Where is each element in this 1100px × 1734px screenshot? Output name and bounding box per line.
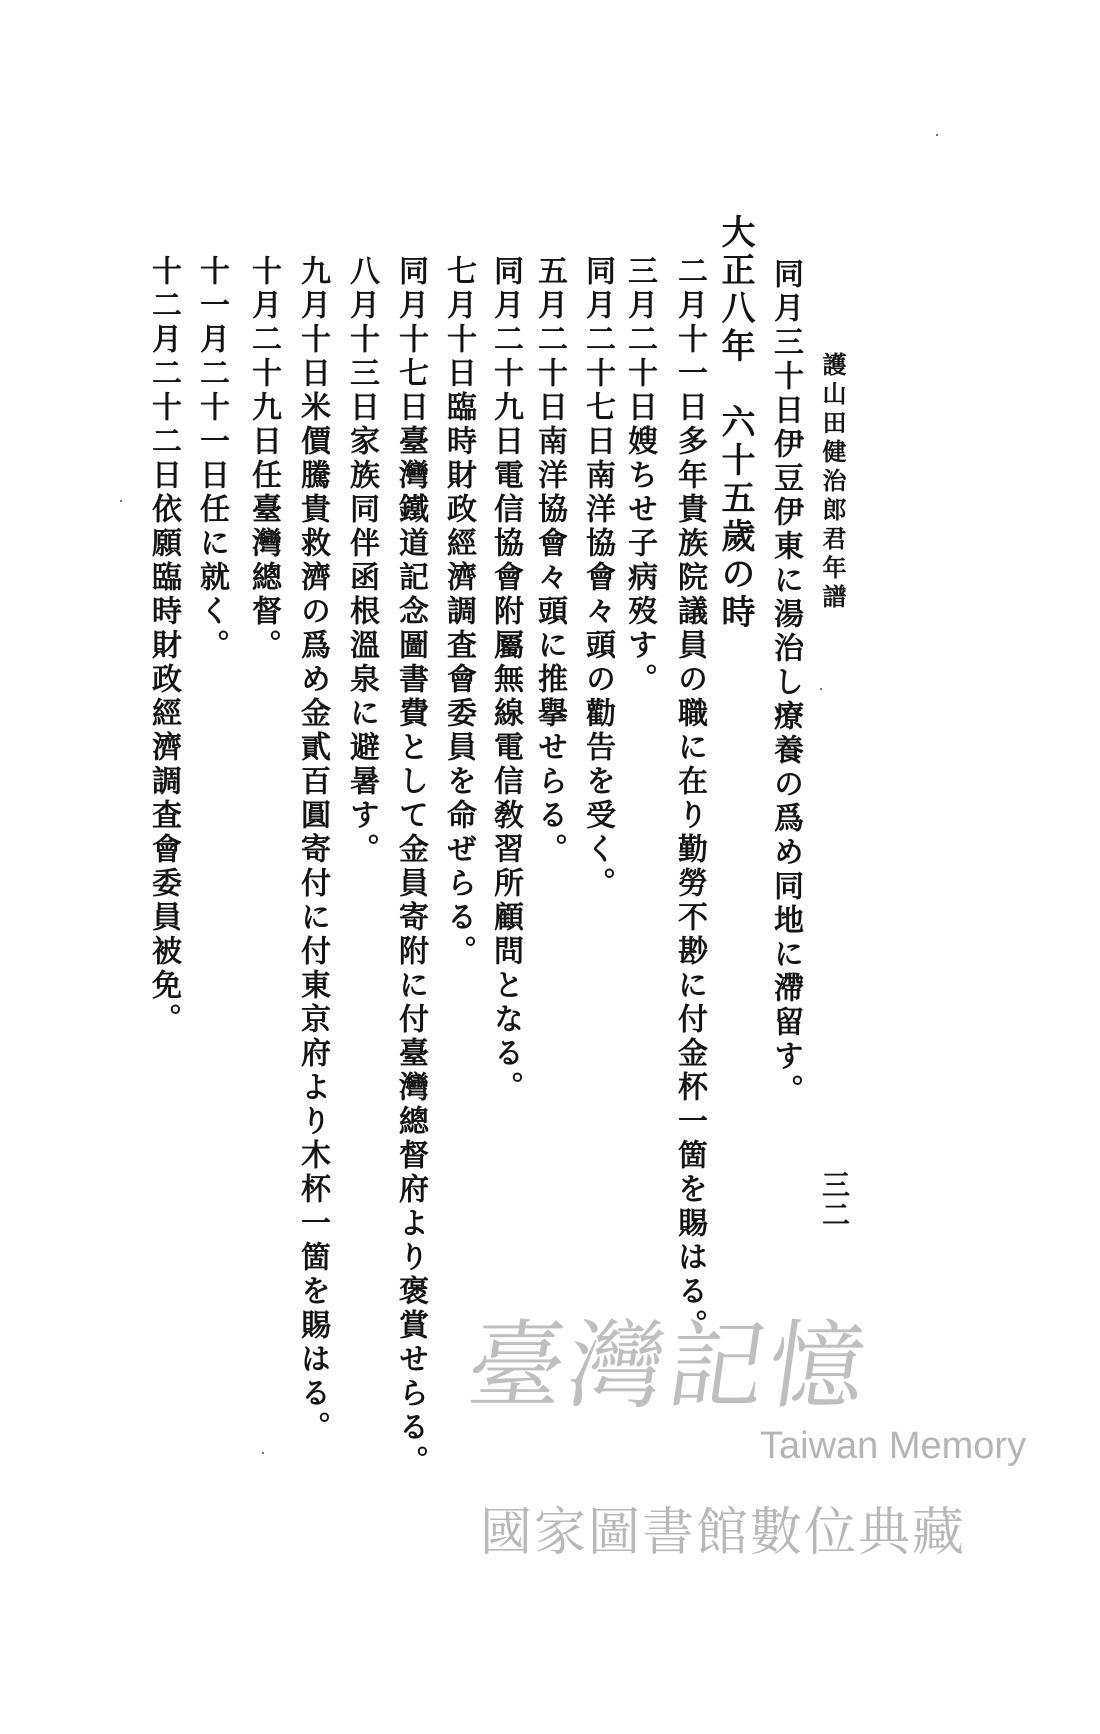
watermark-calligraphy: 臺灣記憶: [461, 1310, 877, 1422]
entry-line: 同月十七日臺灣鐵道記念圖書費として金員寄附に付臺灣總督府より褒賞せらる。: [393, 255, 428, 1479]
watermark: [461, 1290, 1030, 1610]
scan-speck: [936, 134, 938, 136]
year-heading: 大正八年 六十五歲の時: [715, 214, 755, 632]
page-number: 三二: [818, 1170, 851, 1230]
entry-line: 十二月二十二日依願臨時財政經濟調査會委員被免。: [146, 255, 181, 1037]
entry-line: 五月二十日南洋協會々頭に推擧せらる。: [532, 255, 567, 867]
running-title: 護山田健治郎君年譜: [818, 352, 847, 613]
watermark-english: Taiwan Memory: [760, 1425, 1027, 1467]
entry-line: 同月三十日伊豆伊東に湯治し療養の爲め同地に滯留す。: [768, 258, 803, 1108]
entry-line: 三月二十日嫂ちせ子病歿す。: [622, 255, 657, 697]
entry-line: 二月十一日多年貴族院議員の職に在り勤勞不尠に付金杯一箇を賜はる。: [672, 255, 707, 1343]
entry-line: 同月二十九日電信協會附屬無線電信敎習所顧問となる。: [488, 255, 523, 1105]
watermark-chinese: 國家圖書館數位典藏: [480, 1503, 967, 1563]
entry-line: 七月十日臨時財政經濟調査會委員を命ぜらる。: [441, 255, 476, 969]
scan-speck: [820, 688, 822, 690]
entry-line: 十一月二十一日任に就く。: [194, 255, 229, 663]
entry-line: 九月十日米價騰貴救濟の爲め金貳百圓寄付に付東京府より木杯一箇を賜はる。: [295, 255, 330, 1445]
scan-speck: [262, 1452, 264, 1454]
scan-speck: [120, 500, 122, 502]
entry-line: 十月二十九日任臺灣總督。: [246, 255, 281, 663]
entry-line: 同月二十七日南洋協會々頭の勸告を受く。: [580, 255, 615, 901]
entry-line: 八月十三日家族同伴函根溫泉に避暑す。: [344, 255, 379, 867]
